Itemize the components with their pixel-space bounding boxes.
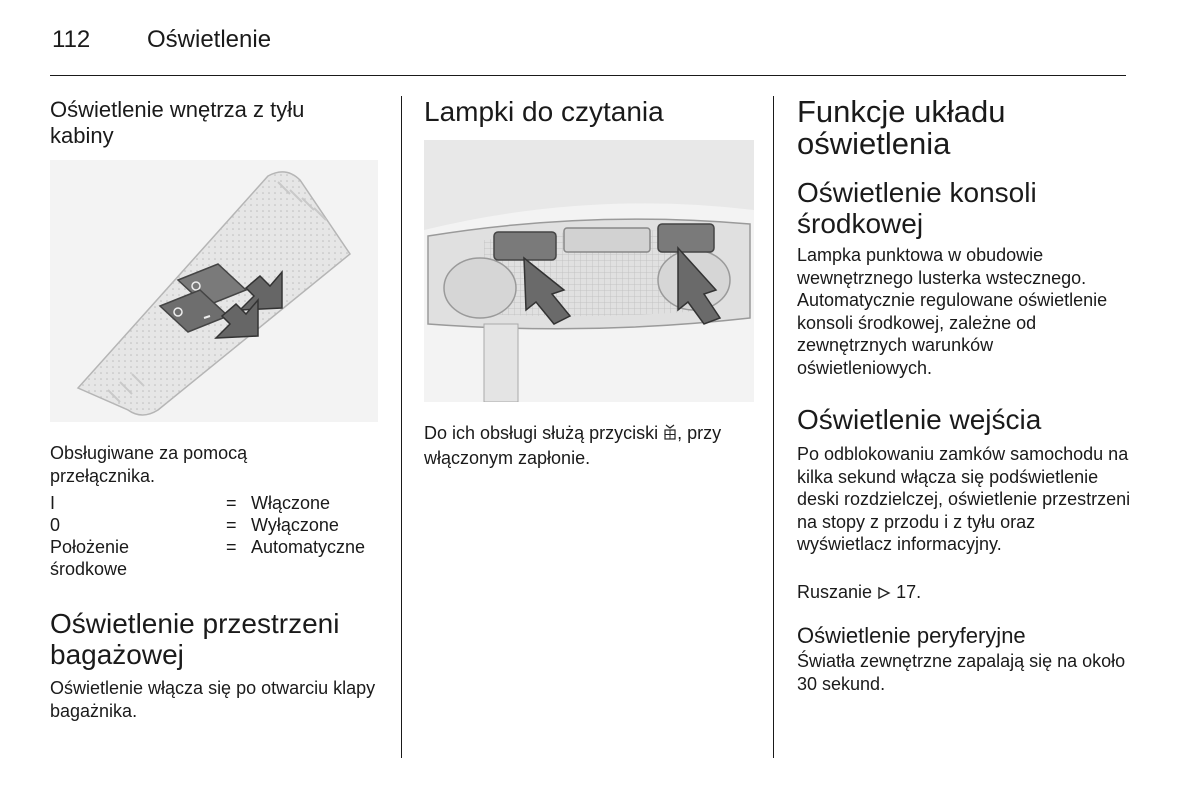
reference-page: 17.	[896, 582, 922, 602]
switch-position-definition: Automatyczne	[251, 537, 366, 557]
switch-positions-list	[50, 492, 390, 580]
subheading-entry-light: Oświetlenie wejścia	[797, 404, 1042, 435]
switch-position-term: Położenie środkowe	[50, 537, 130, 579]
switch-position-definition: Wyłączone	[251, 515, 339, 535]
luggage-light-text: Oświetlenie włącza się po otwarciu klapy bagażnika.	[50, 678, 376, 721]
peripheral-light-text: Światła zewnętrzne zapalają się na około 30 sekund.	[797, 651, 1126, 694]
reading-lamps-text-after: , przy włączonym zapłonie.	[424, 423, 722, 468]
center-panel	[564, 228, 650, 252]
reference-line	[797, 581, 1132, 606]
arrow-reference-icon	[877, 583, 891, 606]
switch-position-row	[50, 514, 390, 536]
rear-light-illustration	[50, 160, 378, 422]
column-divider-1	[401, 96, 402, 758]
rear-light-figure	[50, 160, 378, 422]
reference-text: Ruszanie	[797, 582, 873, 602]
subheading-peripheral-light: Oświetlenie peryferyjne	[797, 623, 1026, 648]
section-heading-reading-lamps: Lampki do czytania	[424, 96, 664, 127]
page-number: 112	[52, 26, 91, 53]
switch-position-term: 0	[50, 515, 61, 535]
entry-light-text: Po odblokowaniu zamków samochodu na kilka sekund włącza się podświetlenie deski rozdzielczej, oświetlenie przestrzeni na stopy z przodu i z tyłu oraz wyświetlacz informacyjny.	[797, 444, 1131, 554]
reading-lamp-icon	[663, 423, 677, 447]
switch-intro-text: Obsługiwane za pomocą przełącznika.	[50, 443, 248, 486]
reading-lamps-text-before: Do ich obsługi służą przyciski	[424, 423, 659, 443]
equals-sign: =	[226, 537, 237, 557]
reading-lamps-text	[424, 422, 764, 469]
switch-position-row	[50, 492, 390, 514]
page-title: Oświetlenie	[147, 26, 272, 53]
switch-position-term: I	[50, 493, 56, 513]
header-rule	[50, 75, 1126, 76]
switch-position-definition: Włączone	[251, 493, 331, 513]
section-heading-luggage-light: Oświetlenie przestrzeni bagażowej	[50, 608, 340, 670]
switch-position-row	[50, 536, 390, 580]
section-heading-rear-interior: Oświetlenie wnętrza z tyłu kabiny	[50, 97, 305, 148]
reading-lamp-button-right	[658, 224, 714, 252]
equals-sign: =	[226, 515, 237, 535]
reading-lamps-illustration	[424, 140, 754, 402]
reading-lamps-figure	[424, 140, 754, 402]
reading-lamp-button-left	[494, 232, 556, 260]
column-divider-2	[773, 96, 774, 758]
subheading-center-console-light: Oświetlenie konsoli środkowej	[797, 177, 1037, 239]
section-heading-lighting-functions: Funkcje układu oświetlenia	[797, 94, 1006, 161]
center-console-light-text: Lampka punktowa w obudowie wewnętrznego lusterka wstecznego. Automatycznie regulowane oświetlenie konsoli środkowej, zależne od zewnętrznych warunków oświetleniowych.	[797, 245, 1108, 378]
equals-sign: =	[226, 493, 237, 513]
